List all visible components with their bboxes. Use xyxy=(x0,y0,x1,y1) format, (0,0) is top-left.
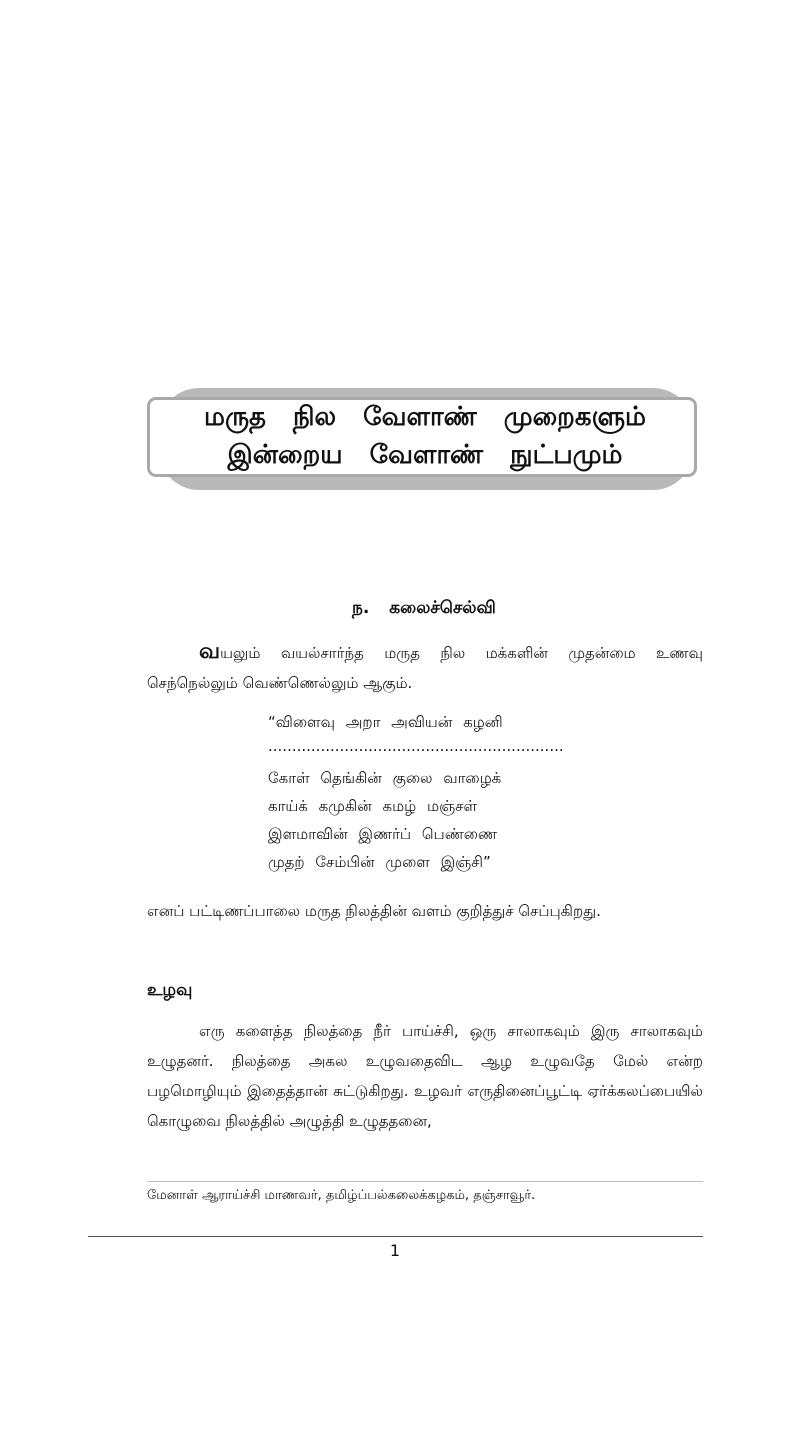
page-footer-divider xyxy=(88,1236,703,1237)
title-banner xyxy=(147,388,703,490)
section-paragraph: எரு களைத்த நிலத்தை நீர் பாய்ச்சி, ஒரு சாலாகவும் இரு சாலாகவும் உழுதனர். நிலத்தை அகல உழுவதைவிட ஆழ உழுவதே மேல் என்ற பழமொழியும் இதைத்தான் சுட்டுகிறது. உழவர் எருதினைப்பூட்டி ஏர்க்கலப்பையில் கொழுவை நிலத்தில் அழுத்தி உழுததனை, xyxy=(147,1022,703,1130)
verse-line: காய்க் கமுகின் கமழ் மஞ்சள் xyxy=(268,797,478,815)
footnote: மேனாள் ஆராய்ச்சி மாணவர், தமிழ்ப்பல்கலைக்கழகம், தஞ்சாவூர். xyxy=(147,1188,536,1203)
intro-text: யலும் வயல்சார்ந்த மருத நில மக்களின் முதன்மை உணவு செந்நெல்லும் வெண்ணெல்லும் ஆகும். xyxy=(147,644,703,692)
article-title-line-2: இன்றைய வேளாண் நுட்பமும் xyxy=(227,440,623,470)
title-box xyxy=(147,397,697,477)
verse-ellipsis: .............................................................. xyxy=(268,737,564,755)
section-heading: உழவு xyxy=(147,980,193,1000)
verse-line: “விளைவு அறா அவியன் கழனி xyxy=(268,713,503,731)
article-title-line-1: மருத நில வேளாண் முறைகளும் xyxy=(204,402,646,432)
footnote-divider xyxy=(147,1181,703,1182)
verse-quote xyxy=(268,708,598,876)
intro-paragraph xyxy=(147,637,703,698)
verse-line: கோள் தெங்கின் குலை வாழைக் xyxy=(268,769,502,787)
after-verse-paragraph: எனப் பட்டிணப்பாலை மருத நிலத்தின் வளம் குறித்துச் செப்புகிறது. xyxy=(147,902,601,920)
page-number: 1 xyxy=(389,1241,401,1260)
verse-line: முதற் சேம்பின் முளை இஞ்சி” xyxy=(268,853,491,871)
author-name: ந. கலைச்செல்வி xyxy=(352,598,496,618)
drop-cap: வ xyxy=(199,639,221,664)
verse-line: இளமாவின் இணர்ப் பெண்ணை xyxy=(268,825,498,843)
